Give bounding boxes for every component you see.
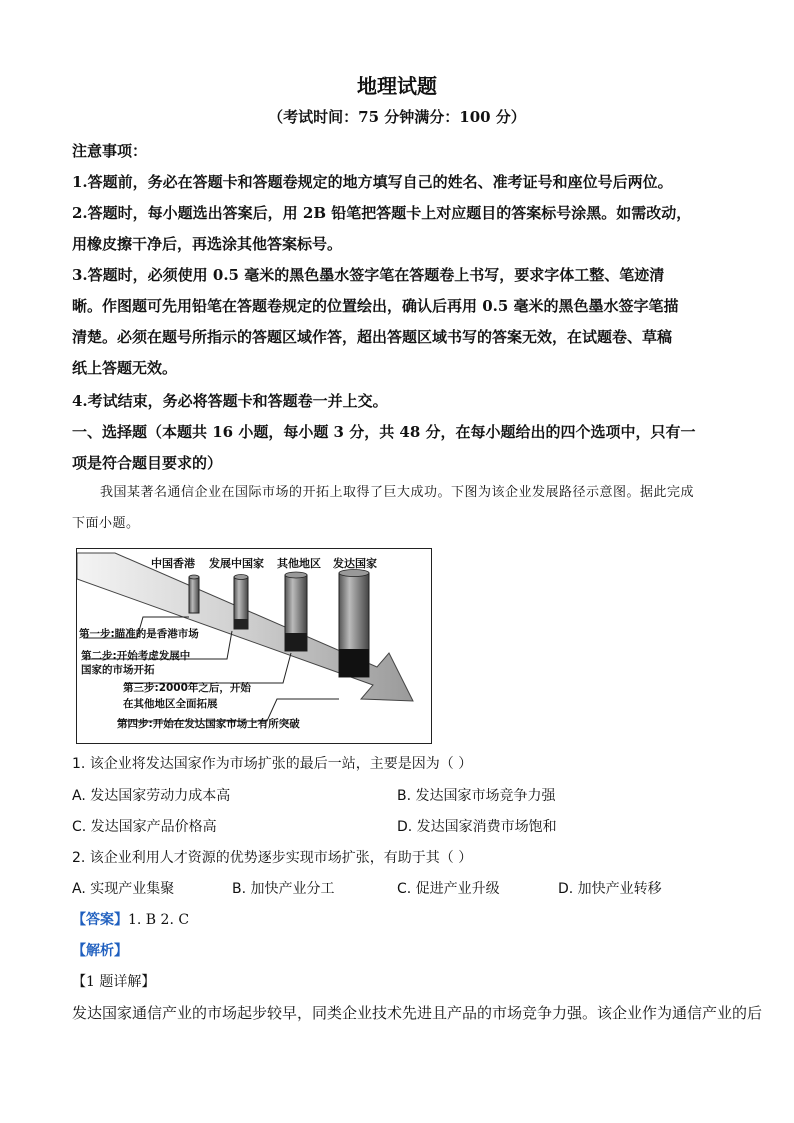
notice-line: 清楚。必须在题号所指示的答题区域作答，超出答题区域书写的答案无效，在试题卷、草稿 (72, 328, 673, 346)
answer-values: 1. B 2. C (128, 912, 190, 928)
notice-line: 晰。作图题可先用铅笔在答题卷规定的位置绘出，确认后再用 0.5 毫米的黑色墨水签字笔描 (72, 297, 679, 315)
step-label: 第三步:2000年之后，开始 (123, 682, 251, 694)
answer-label: 【答案】 (72, 912, 128, 928)
question-1-option-c[interactable]: C. 发达国家产品价格高 (72, 819, 217, 835)
notice-line: 2.答题时，每小题选出答案后，用 2B 铅笔把答题卡上对应题目的答案标号涂黑。如需改动， (72, 204, 692, 222)
question-1-option-d[interactable]: D. 发达国家消费市场饱和 (397, 819, 557, 835)
development-path-figure (76, 548, 432, 744)
notice-line: 4.考试结束，务必将答题卡和答题卷一并上交。 (72, 392, 388, 410)
notice-line: 用橡皮擦干净后，再选涂其他答案标号。 (72, 235, 343, 253)
cylinder-developing (234, 575, 248, 630)
question-2-option-c[interactable]: C. 促进产业升级 (397, 881, 500, 897)
notice-heading: 注意事项： (72, 142, 148, 160)
intro-text-cont: 下面小题。 (72, 516, 140, 531)
step-label: 第四步:开始在发达国家市场上有所突破 (117, 718, 300, 730)
notice-line: 1.答题前，务必在答题卡和答题卷规定的地方填写自己的姓名、准考证号和座位号后两位。 (72, 173, 673, 191)
section-heading-cont: 项是符合题目要求的） (72, 454, 223, 472)
answer-line (72, 910, 189, 930)
analysis-heading: 【解析】 (72, 943, 128, 959)
cylinder-developed (339, 570, 369, 678)
question-1-stem: 1. 该企业将发达国家作为市场扩张的最后一站，主要是因为（ ） (72, 756, 473, 772)
notice-line: 纸上答题无效。 (72, 359, 178, 377)
region-label: 中国香港 (151, 557, 195, 570)
question-2-option-b[interactable]: B. 加快产业分工 (232, 881, 335, 897)
region-label: 发展中国家 (209, 557, 264, 570)
step-label: 在其他地区全面拓展 (123, 698, 218, 710)
question-1-option-a[interactable]: A. 发达国家劳动力成本高 (72, 788, 231, 804)
intro-text: 我国某著名通信企业在国际市场的开拓上取得了巨大成功。下图为该企业发展路径示意图。据此完成 (100, 485, 695, 500)
cylinder-other (285, 572, 307, 651)
section-heading: 一、选择题（本题共 16 小题，每小题 3 分，共 48 分，在每小题给出的四个选项中，只有一 (72, 423, 696, 441)
region-label: 其他地区 (277, 557, 321, 570)
question-2-option-a[interactable]: A. 实现产业集聚 (72, 881, 175, 897)
step-label: 第一步:瞄准的是香港市场 (79, 628, 199, 640)
page-title: 地理试题 (357, 74, 437, 98)
cylinder-hongkong (189, 575, 199, 613)
analysis-label (72, 941, 128, 961)
detail-text: 发达国家通信产业的市场起步较早，同类企业技术先进且产品的市场竞争力强。该企业作为通信产业的后 (72, 1004, 763, 1022)
notice-line: 3.答题时，必须使用 0.5 毫米的黑色墨水签字笔在答题卷上书写，要求字体工整、笔迹清 (72, 266, 665, 284)
region-label: 发达国家 (333, 557, 377, 570)
question-1-option-b[interactable]: B. 发达国家市场竞争力强 (397, 788, 556, 804)
detail-heading: 【1 题详解】 (72, 974, 156, 990)
step-label: 第二步:开始考虑发展中 (81, 650, 191, 662)
question-2-stem: 2. 该企业利用人才资源的优势逐步实现市场扩张，有助于其（ ） (72, 850, 473, 866)
question-2-option-d[interactable]: D. 加快产业转移 (558, 881, 662, 897)
exam-subtitle: （考试时间：75 分钟满分：100 分） (268, 108, 526, 126)
step-label: 国家的市场开拓 (81, 664, 155, 676)
